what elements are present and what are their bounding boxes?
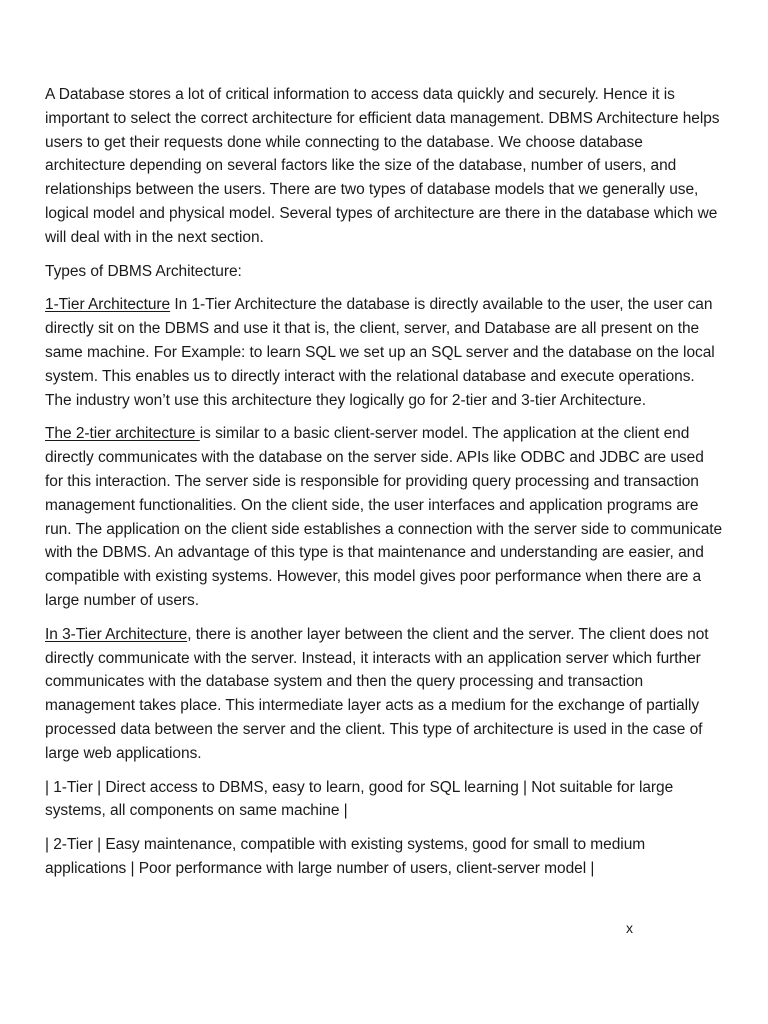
tier3-body: , there is another layer between the client and the server. The client does not directly communicate with the server. Instead, it interacts with an application server which further communicates with the database system and then the query processing and transaction management takes place. This intermediate layer acts as a medium for the exchange of partially processed data between the server and the client. This type of architecture is used in the case of large web applications.: [45, 625, 709, 762]
document-body: [45, 83, 723, 891]
tier1-body: In 1-Tier Architecture the database is directly available to the user, the user can directly sit on the DBMS and use it that is, the client, server, and Database are all present on the same machine. For Example: to learn SQL we set up an SQL server and the database on the local system. This enables us to directly interact with the relational database and execute operations. The industry won’t use this architecture they logically go for 2-tier and 3-tier Architecture.: [45, 296, 715, 409]
footer-mark: x: [626, 920, 633, 936]
types-heading: Types of DBMS Architecture:: [45, 262, 242, 280]
tier2-paragraph: [45, 422, 723, 612]
intro-paragraph: A Database stores a lot of critical information to access data quickly and securely. Hence it is important to select the correct architecture for efficient data management. DBMS Architecture helps users to get their requests done while connecting to the database. We choose database architecture depending on several factors like the size of the database, number of users, and relationships between the users. There are two types of database models that we generally use, logical model and physical model. Several types of architecture are there in the database which we will deal with in the next section.: [45, 86, 720, 246]
tier3-paragraph: [45, 623, 723, 766]
tier2-heading: The 2-tier architecture: [45, 425, 200, 443]
tier1-paragraph: [45, 293, 723, 412]
tier2-body: is similar to a basic client-server model. The application at the client end directly communicates with the database on the server side. APIs like ODBC and JDBC are used for this interaction. The server side is responsible for providing query processing and transaction management functionalities. On the client side, the user interfaces and application programs are run. The application on the client side establishes a connection with the server side to communicate with the DBMS. An advantage of this type is that maintenance and understanding are easier, and compatible with existing systems. However, this model gives poor performance when there are a large number of users.: [45, 425, 723, 609]
table-row-2tier: | 2-Tier | Easy maintenance, compatible with existing systems, good for small to medium applications | Poor performance with large number of users, client-server model |: [45, 836, 646, 877]
table-row-1tier: | 1-Tier | Direct access to DBMS, easy to learn, good for SQL learning | Not suitable for large systems, all components on same machine |: [45, 778, 674, 820]
tier1-heading: 1-Tier Architecture: [45, 296, 171, 314]
tier3-heading: In 3-Tier Architecture: [45, 625, 188, 643]
